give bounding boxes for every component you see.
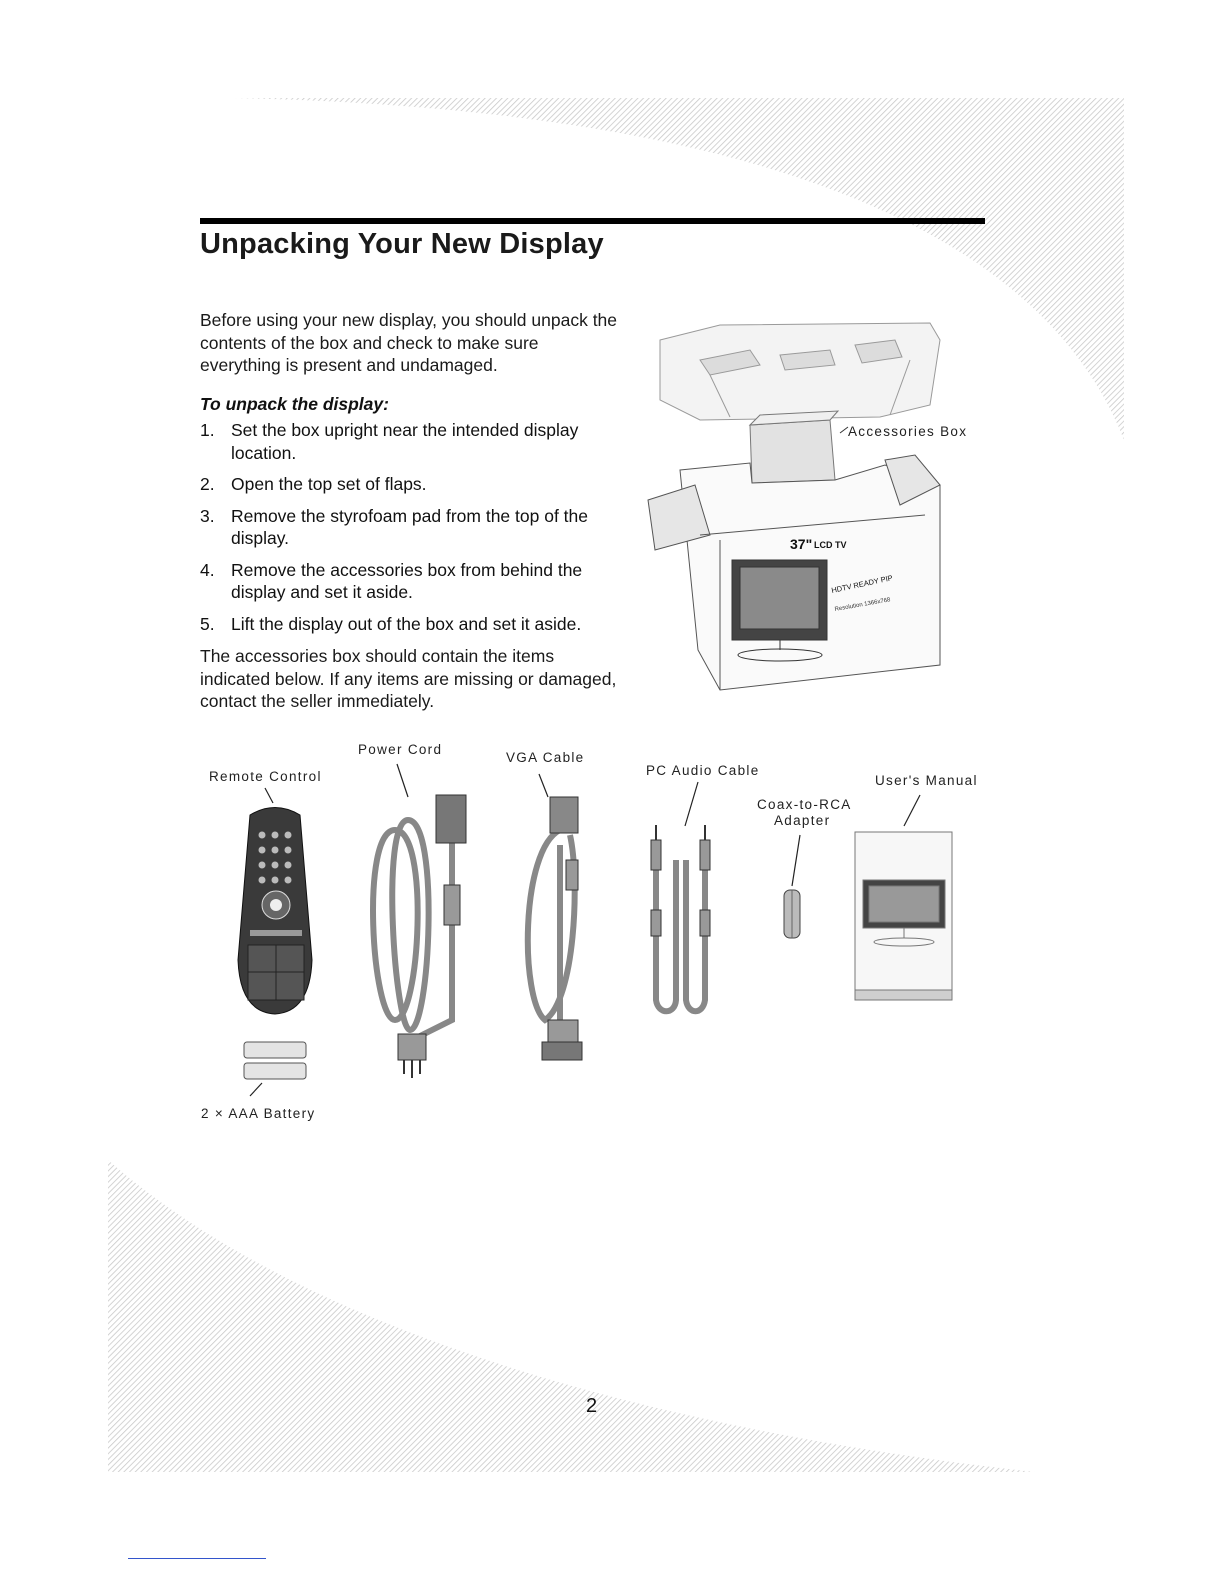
coax-adapter-icon (784, 890, 800, 938)
vga-cable-icon (528, 830, 575, 1020)
users-manual-icon (855, 832, 952, 1000)
audio-plug-icon (651, 825, 710, 936)
procedure-heading: To unpack the display: (200, 394, 389, 414)
users-manual-label: User's Manual (875, 773, 978, 788)
coax-adapter-label-line2: Adapter (774, 813, 831, 828)
box-model-print: LCD TV (814, 540, 847, 550)
remote-control-label: Remote Control (209, 769, 322, 784)
step-3: 3. Remove the styrofoam pad from the top of the display. (200, 505, 588, 548)
step-1: 1. Set the box upright near the intended display location. (200, 420, 579, 463)
step-2: 2. Open the top set of flaps. (200, 474, 427, 494)
power-cord-label: Power Cord (358, 742, 443, 757)
box-size-print: 37" (790, 536, 813, 552)
power-cord-icon (373, 820, 452, 1040)
pc-audio-cable-icon (656, 860, 705, 1011)
footer-link-underline (128, 1558, 266, 1559)
aaa-battery-icon (244, 1042, 306, 1079)
remote-control-icon (238, 808, 312, 1015)
closing-paragraph: The accessories box should contain the items indicated below. If any items are missing or damaged, contact the seller immediately. (200, 646, 617, 711)
page-number: 2 (586, 1395, 598, 1417)
step-5: 5. Lift the display out of the box and set it aside. (200, 613, 582, 634)
box-badge-print: HDTV READY PIP (830, 573, 894, 595)
accessories-box-label: Accessories Box (848, 424, 968, 439)
batteries-label: 2 × AAA Battery (201, 1106, 316, 1121)
coax-adapter-label: Coax-to-RCA (757, 797, 852, 812)
page-title: Unpacking Your New Display (200, 228, 604, 260)
intro-paragraph: Before using your new display, you should unpack the contents of the box and check to make sure everything is present and undamaged. (200, 310, 618, 375)
vga-cable-label: VGA Cable (506, 750, 585, 765)
pc-audio-cable-label: PC Audio Cable (646, 763, 760, 778)
box-resolution-print: Resolution 1366x768 (834, 597, 891, 613)
callout-lines (250, 764, 920, 1096)
step-4: 4. Remove the accessories box from behind the display and set it aside. (200, 559, 583, 602)
